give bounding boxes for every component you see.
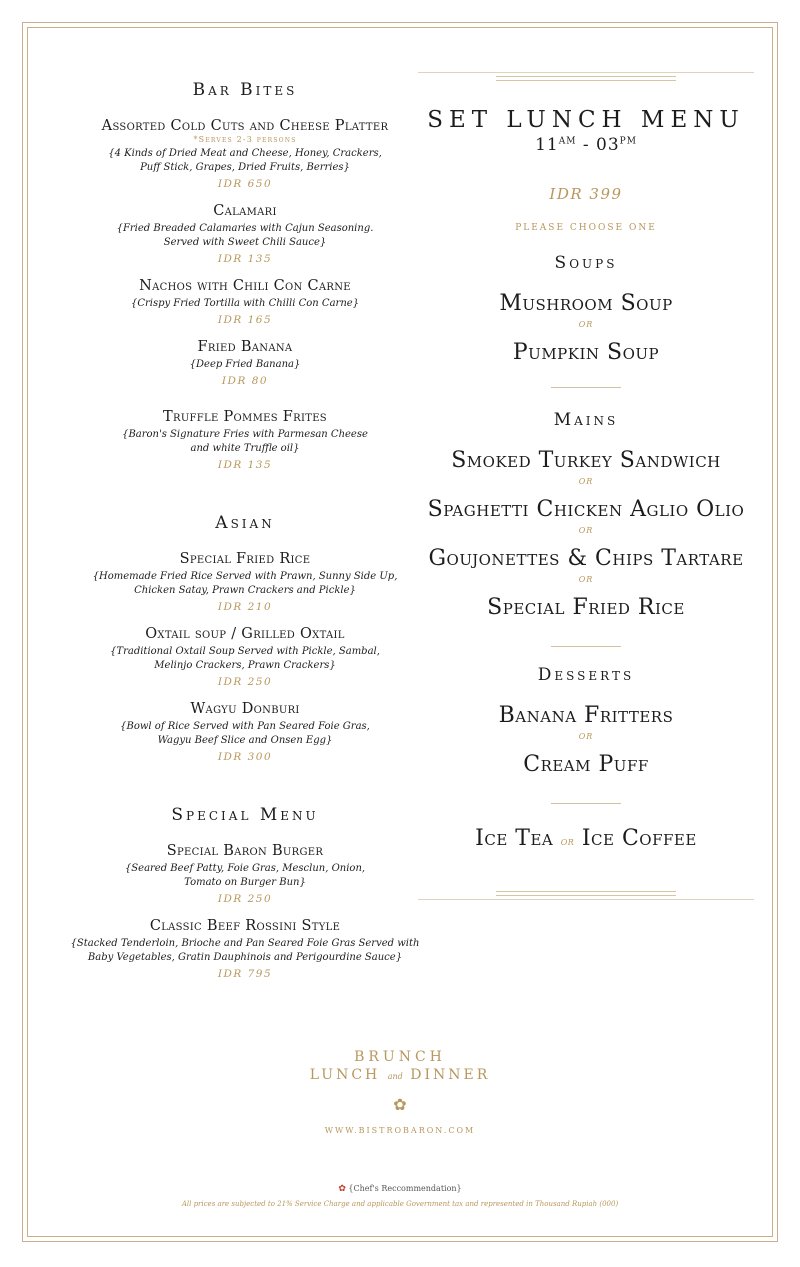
set-lunch-hours [418,135,754,155]
divider [551,803,621,804]
or-label: or [578,317,594,330]
menu-item [55,551,435,613]
price-disclaimer: All prices are subjected to 21% Service Charge and applicable Government tax and represented in Thousand Rupiah (000) [181,1200,619,1208]
dish: Spaghetti Chicken Aglio Olio [427,497,745,522]
brand-line-2 [0,1067,800,1083]
dish: Pumpkin Soup [512,340,660,365]
footer [0,1049,800,1135]
item-description [55,147,435,175]
item-description [55,570,435,598]
dish: Mushroom Soup [499,291,673,316]
item-description [55,862,435,890]
item-description [55,222,435,250]
chef-recommendation-note [0,1184,800,1194]
item-price: IDR 300 [217,751,273,763]
choose-note: PLEASE CHOOSE ONE [515,223,657,233]
divider [418,72,754,73]
or-label: or [578,474,594,487]
desc-line: {Traditional Oxtail Soup Served with Pickle, Sambal, [110,646,380,657]
item-description [55,358,435,372]
brand-line-1: BRUNCH [354,1049,446,1065]
item-price: IDR 250 [217,893,273,905]
desc-line: {Baron's Signature Fries with Parmesan Cheese [122,429,368,440]
time-end: 03 [596,135,620,155]
section-asian [55,513,435,763]
time-separator: - [576,135,596,155]
item-price: IDR 135 [217,459,273,471]
menu-item [55,843,435,905]
item-price: IDR 250 [217,676,273,688]
desc-line: and white Truffle oil} [190,443,300,454]
left-column [55,80,435,1022]
double-divider [496,76,676,81]
divider [418,899,754,900]
menu-item [55,918,435,980]
item-name: Truffle Pommes Frites [163,409,327,425]
desc-line: Served with Sweet Chili Sauce} [163,237,327,248]
website-link[interactable]: WWW.BISTROBARON.COM [324,1126,476,1135]
brand-lunch: LUNCH [309,1067,381,1083]
desc-line: {Bowl of Rice Served with Pan Seared Foie Gras, [120,721,370,732]
right-column [418,72,754,900]
menu-item [55,701,435,763]
section-special-menu [55,805,435,980]
item-price: IDR 210 [217,601,273,613]
divider [551,646,621,647]
dish: Cream Puff [523,752,649,777]
item-name: Nachos with Chili Con Carne [139,278,351,294]
menu-item [55,409,435,471]
drink: Ice Coffee [581,826,697,851]
menu-item [55,203,435,265]
section-title: Bar Bites [192,80,298,100]
item-name: Special Fried Rice [179,551,311,567]
divider [551,387,621,388]
category-soups: Soups [554,253,618,273]
time-end-suffix: PM [619,136,637,147]
desc-line: {Crispy Fried Tortilla with Chilli Con Carne} [130,298,360,309]
menu-item [55,278,435,326]
desc-line: Puff Stick, Grapes, Dried Fruits, Berries} [140,162,350,173]
brand-dinner: DINNER [410,1067,491,1083]
legal-footer [0,1184,800,1208]
drink: Ice Tea [475,826,554,851]
item-price: IDR 165 [217,314,273,326]
item-description [55,937,435,965]
item-description [55,720,435,748]
time-start-suffix: AM [558,136,577,147]
desc-line: Wagyu Beef Slice and Onsen Egg} [157,735,333,746]
desc-line: Chicken Satay, Prawn Crackers and Pickle} [134,585,356,596]
or-label: or [578,729,594,742]
item-note: *Serves 2-3 persons [193,135,297,144]
section-title: Special Menu [171,805,319,825]
or-label: or [560,834,575,848]
flower-icon: ✿ [338,1184,346,1194]
item-name: Classic Beef Rossini Style [149,918,341,934]
desc-line: {Seared Beef Patty, Foie Gras, Mesclun, Onion, [124,863,366,874]
section-bar-bites [55,80,435,471]
chef-rec-label: {Chef's Reccommendation} [348,1184,462,1193]
item-price: IDR 795 [217,968,273,980]
item-description [55,645,435,673]
item-name: Assorted Cold Cuts and Cheese Platter [101,118,389,134]
item-name: Wagyu Donburi [190,701,300,717]
desc-line: {Stacked Tenderloin, Brioche and Pan Seared Foie Gras Served with [70,938,420,949]
menu-item [55,118,435,190]
dish: Smoked Turkey Sandwich [451,448,721,473]
item-description [55,428,435,456]
item-name: Fried Banana [197,339,293,355]
item-name: Special Baron Burger [166,843,324,859]
time-start: 11 [535,135,559,155]
item-description [55,297,435,311]
flower-icon: ✿ [393,1095,407,1114]
or-label: or [578,523,594,536]
desc-line: Melinjo Crackers, Prawn Crackers} [154,660,336,671]
desc-line: {Fried Breaded Calamaries with Cajun Seasoning. [116,223,374,234]
drinks-line [418,826,754,851]
set-lunch-price: IDR 399 [549,185,623,203]
set-lunch-title: SET LUNCH MENU [427,107,745,133]
desc-line: Baby Vegetables, Gratin Dauphinois and Perigourdine Sauce} [87,952,403,963]
desc-line: {Homemade Fried Rice Served with Prawn, Sunny Side Up, [92,571,398,582]
item-price: IDR 135 [217,253,273,265]
dish: Special Fried Rice [487,595,685,620]
category-desserts: Desserts [537,665,635,685]
item-name: Oxtail soup / Grilled Oxtail [145,626,345,642]
double-divider [496,891,676,896]
desc-line: Tomato on Burger Bun} [184,877,306,888]
item-price: IDR 80 [221,375,269,387]
desc-line: {Deep Fried Banana} [189,359,301,370]
category-mains: Mains [553,410,619,430]
section-title: Asian [215,513,275,533]
or-label: or [578,572,594,585]
dish: Banana Fritters [498,703,674,728]
item-price: IDR 650 [217,178,273,190]
menu-item [55,339,435,387]
item-name: Calamari [213,203,277,219]
dish: Goujonettes & Chips Tartare [428,546,744,571]
menu-item [55,626,435,688]
desc-line: {4 Kinds of Dried Meat and Cheese, Honey, Crackers, [108,148,382,159]
brand-and: and [387,1072,403,1081]
